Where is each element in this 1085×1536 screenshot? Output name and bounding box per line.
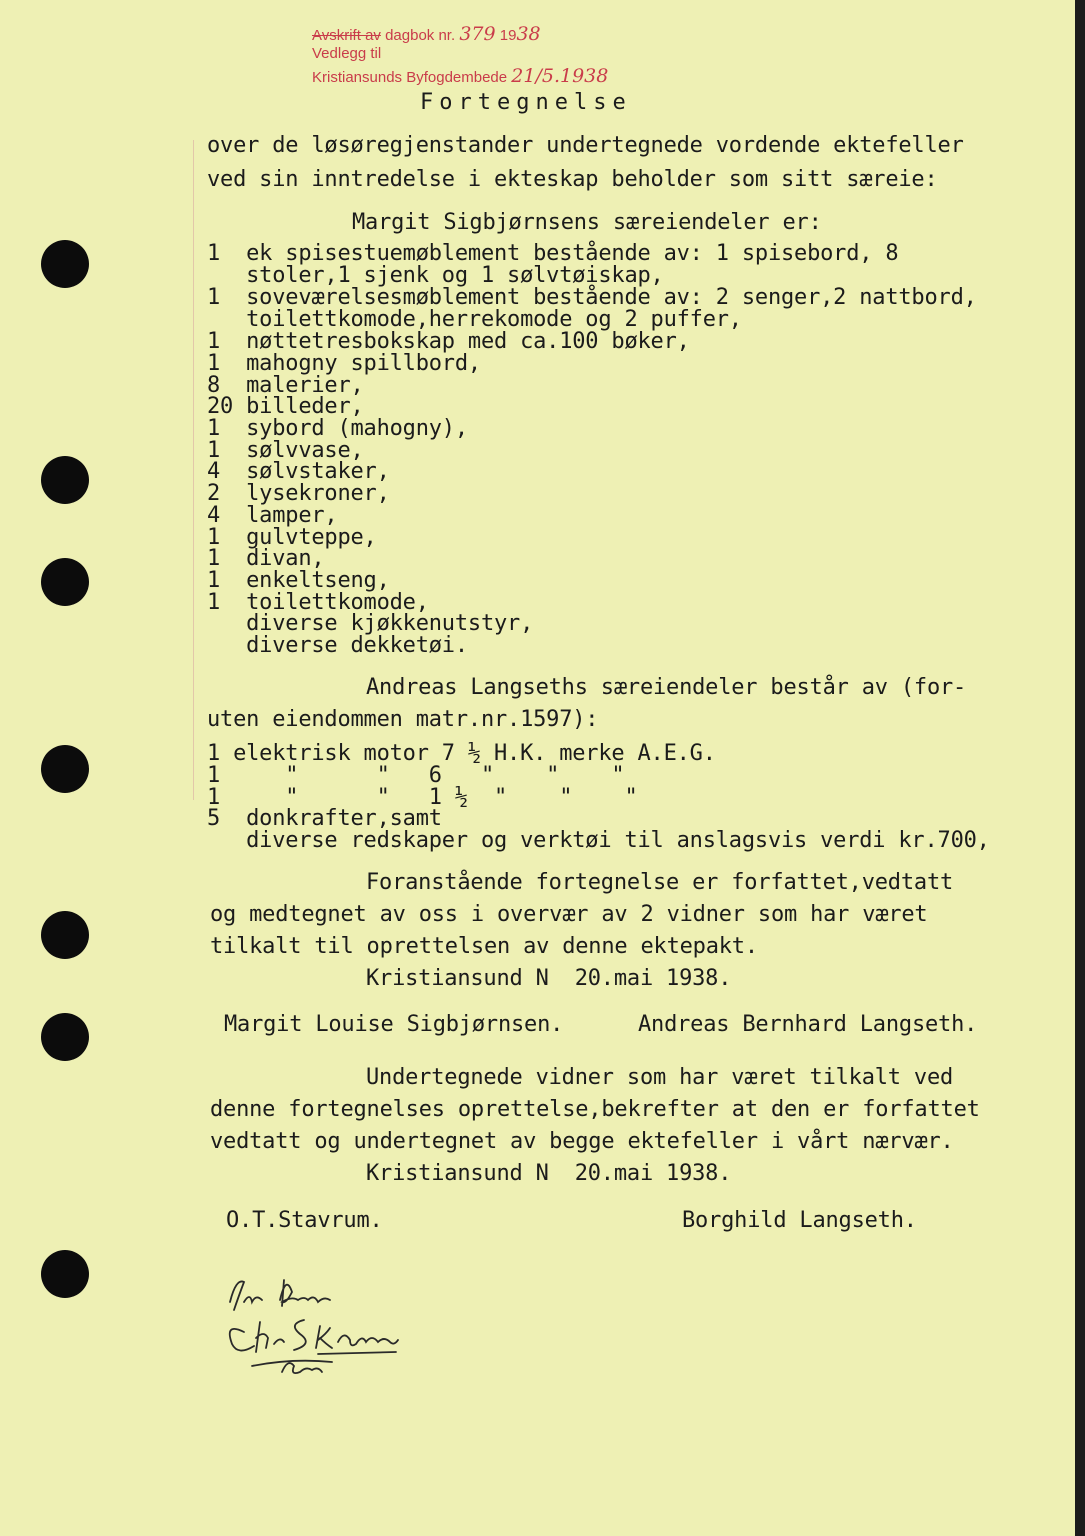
- margin-rule: [193, 140, 194, 800]
- inventory-line: 1 sybord (mahogny),: [207, 416, 468, 441]
- body-line: vedtatt og undertegnet av begge ektefeller i vårt nærvær.: [210, 1129, 954, 1154]
- inventory-line: 1 enkeltseng,: [207, 568, 390, 593]
- inventory-line: 2 lysekroner,: [207, 481, 390, 506]
- punch-hole: [41, 911, 89, 959]
- stamp-vedlegg: Vedlegg til: [312, 45, 382, 62]
- inventory-line: diverse dekketøi.: [207, 633, 468, 658]
- stamp-year-printed: 19: [499, 27, 517, 44]
- section-heading: Andreas Langseths særeiendeler består av (for-: [366, 675, 967, 700]
- stamp-year-hand: 38: [516, 23, 541, 45]
- equipment-line: 1 elektrisk motor 7 ½ H.K. merke A.E.G.: [207, 741, 716, 766]
- body-line: og medtegnet av oss i overvær av 2 vidner som har været: [210, 902, 928, 927]
- inventory-line: 1 sølvvase,: [207, 438, 364, 463]
- intro-line: over de løsøregjenstander undertegnede vordende ektefeller: [207, 133, 964, 158]
- inventory-line: 1 soveværelsesmøblement bestående av: 2 senger,2 nattbord,: [207, 285, 977, 310]
- place-date: Kristiansund N 20.mai 1938.: [366, 966, 732, 991]
- inventory-line: 1 mahogny spillbord,: [207, 351, 481, 376]
- witness-left: O.T.Stavrum.: [226, 1208, 383, 1233]
- equipment-line: 5 donkrafter,samt: [207, 806, 442, 831]
- intro-line: ved sin inntredelse i ekteskap beholder som sitt særeie:: [207, 167, 938, 192]
- stamp-date: 21/5.1938: [511, 65, 609, 87]
- document-title: Fortegnelse: [420, 90, 632, 115]
- inventory-line: toilettkomode,herrekomode og 2 puffer,: [207, 307, 742, 332]
- inventory-line: stoler,1 sjenk og 1 sølvtøiskap,: [207, 263, 664, 288]
- inventory-line: 1 toilettkomode,: [207, 590, 429, 615]
- equipment-line: 1 " " 6 " " ": [207, 763, 625, 788]
- equipment-line: diverse redskaper og verktøi til anslagsvis verdi kr.700,: [207, 828, 990, 853]
- handwritten-signature: [222, 1272, 412, 1382]
- inventory-line: 8 malerier,: [207, 373, 364, 398]
- section-heading: uten eiendommen matr.nr.1597):: [207, 707, 599, 732]
- punch-hole: [41, 1250, 89, 1298]
- body-line: tilkalt til oprettelsen av denne ektepakt.: [210, 934, 758, 959]
- inventory-line: diverse kjøkkenutstyr,: [207, 611, 534, 636]
- stamp-dagbok-number: 379: [459, 23, 496, 45]
- inventory-line: 4 sølvstaker,: [207, 459, 390, 484]
- section-heading: Margit Sigbjørnsens særeiendeler er:: [352, 210, 822, 235]
- stamp-dagbok-label: dagbok nr.: [385, 27, 456, 44]
- inventory-line: 1 gulvteppe,: [207, 525, 377, 550]
- stamp-prefix: Avskrift av: [312, 27, 381, 44]
- inventory-line: 20 billeder,: [207, 394, 364, 419]
- punch-hole: [41, 1013, 89, 1061]
- punch-hole: [41, 240, 89, 288]
- stamp-office: Kristiansunds Byfogdembede: [312, 69, 508, 86]
- inventory-line: 1 divan,: [207, 546, 325, 571]
- witness-right: Borghild Langseth.: [682, 1208, 917, 1233]
- inventory-line: 4 lamper,: [207, 503, 338, 528]
- punch-hole: [41, 456, 89, 504]
- equipment-line: 1 " " 1 ½ " " ": [207, 785, 638, 810]
- inventory-line: 1 ek spisestuemøblement bestående av: 1 spisebord, 8: [207, 241, 899, 266]
- punch-hole: [41, 558, 89, 606]
- body-line: Foranstående fortegnelse er forfattet,vedtatt: [366, 870, 954, 895]
- signer-right: Andreas Bernhard Langseth.: [638, 1012, 978, 1037]
- body-line: denne fortegnelses oprettelse,bekrefter at den er forfattet: [210, 1097, 980, 1122]
- body-line: Undertegnede vidner som har været tilkalt ved: [366, 1065, 954, 1090]
- signer-left: Margit Louise Sigbjørnsen.: [224, 1012, 564, 1037]
- punch-hole: [41, 745, 89, 793]
- registry-stamp: [312, 24, 732, 86]
- inventory-line: 1 nøttetresbokskap med ca.100 bøker,: [207, 329, 690, 354]
- place-date: Kristiansund N 20.mai 1938.: [366, 1161, 732, 1186]
